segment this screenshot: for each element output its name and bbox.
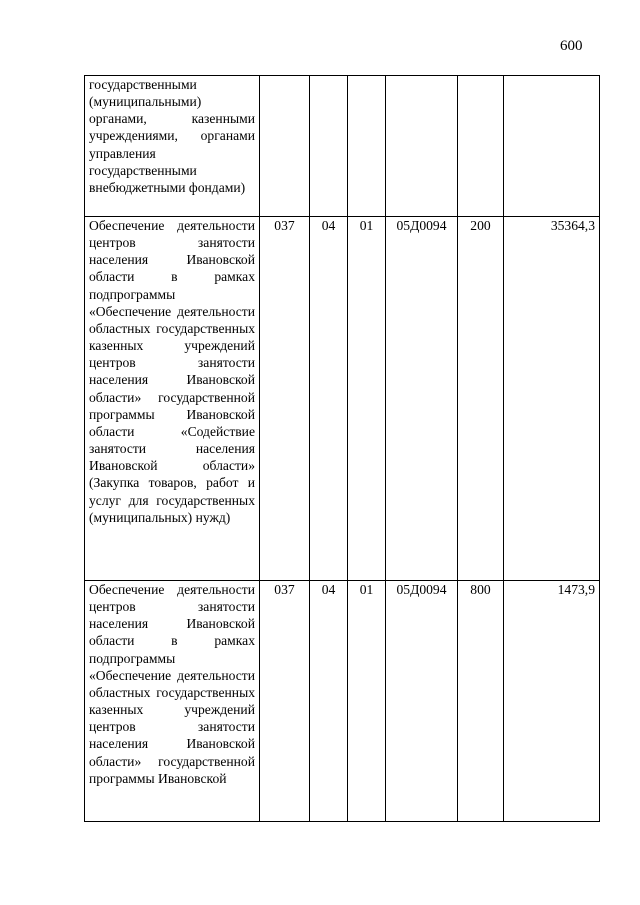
amount-value: 1473,9 <box>504 581 600 822</box>
ministry-code: 037 <box>260 581 310 822</box>
section-code: 04 <box>310 217 348 581</box>
target-article-code <box>386 76 458 217</box>
subsection-code <box>348 76 386 217</box>
section-code <box>310 76 348 217</box>
row-description: государственными (муниципальными) органами, казенными учреждениями, органами управления государственными внебюджетными фондами) <box>85 76 260 217</box>
subsection-code: 01 <box>348 581 386 822</box>
page-number: 600 <box>560 38 583 54</box>
table-row <box>85 76 600 217</box>
expense-type-code: 200 <box>458 217 504 581</box>
target-article-code: 05Д0094 <box>386 217 458 581</box>
amount-value: 35364,3 <box>504 217 600 581</box>
ministry-code <box>260 76 310 217</box>
amount-value <box>504 76 600 217</box>
row-description: Обеспечение деятельности центров занятости населения Ивановской области в рамках подпрограммы «Обеспечение деятельности областных государственных казенных учреждений центров занятости населения Ивановской области» государственной программы Ивановской <box>85 581 260 822</box>
target-article-code: 05Д0094 <box>386 581 458 822</box>
subsection-code: 01 <box>348 217 386 581</box>
ministry-code: 037 <box>260 217 310 581</box>
table-row <box>85 217 600 581</box>
expense-type-code: 800 <box>458 581 504 822</box>
budget-table <box>84 75 600 822</box>
expense-type-code <box>458 76 504 217</box>
table-row <box>85 581 600 822</box>
row-description: Обеспечение деятельности центров занятости населения Ивановской области в рамках подпрограммы «Обеспечение деятельности областных государственных казенных учреждений центров занятости населения Ивановской области» государственной программы Ивановской области «Содействие занятости населения Ивановской области» (Закупка товаров, работ и услуг для государственных (муниципальных) нужд) <box>85 217 260 581</box>
section-code: 04 <box>310 581 348 822</box>
